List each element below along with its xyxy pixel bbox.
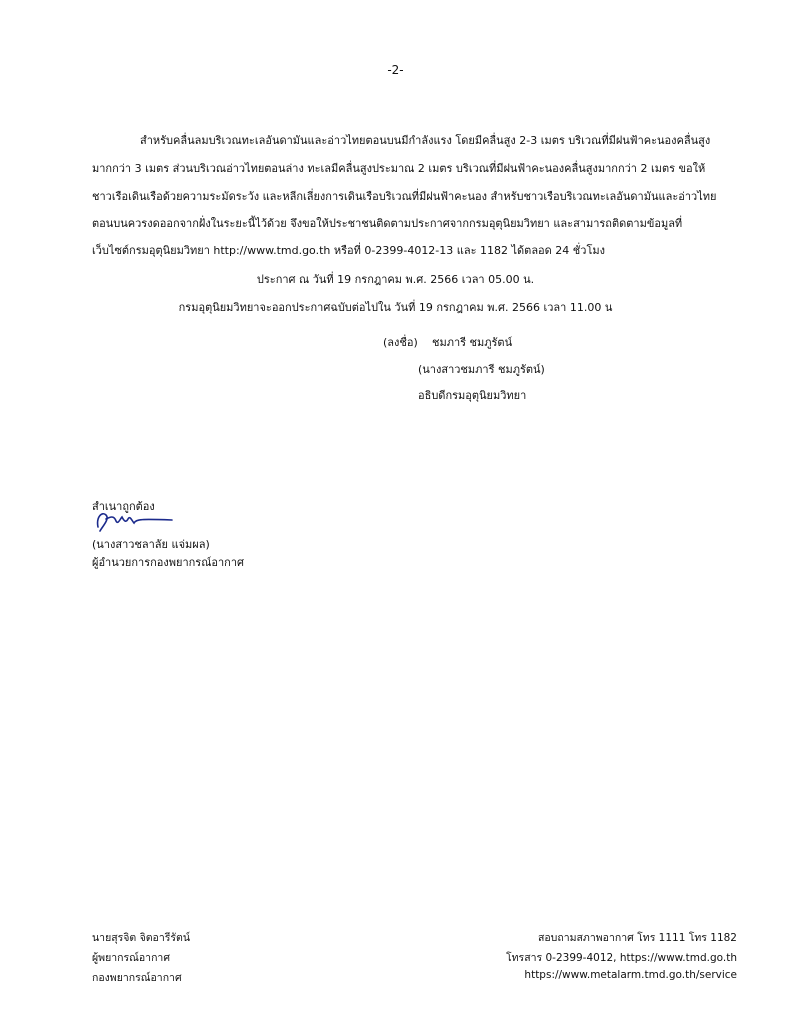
forecaster-division: กองพยากรณ์อากาศ bbox=[92, 972, 182, 984]
announcement-date: ประกาศ ณ วันที่ 19 กรกฎาคม พ.ศ. 2566 เวลา 05.00 น. bbox=[256, 273, 535, 286]
body-line-1: สำหรับคลื่นลมบริเวณทะเลอันดามันและอ่าวไทยตอนบนมีกำลังแรง โดยมีคลื่นสูง 2-3 เมตร บริเวณที่มีฝนฟ้าคะนองคลื่นสูง bbox=[140, 134, 711, 147]
body-line-3: ชาวเรือเดินเรือด้วยความระมัดระวัง และหลีกเลี่ยงการเดินเรือบริเวณที่มีฝนฟ้าคะนอง สำหรับชาวเรือบริเวณทะเลอันดามันและอ่าวไทย bbox=[92, 190, 717, 203]
certified-label: สำเนาถูกต้อง bbox=[92, 500, 155, 513]
body-line-2: มากกว่า 3 เมตร ส่วนบริเวณอ่าวไทยตอนล่าง ทะเลมีคลื่นสูงประมาณ 2 เมตร บริเวณที่มีฝนฟ้าคะนองคลื่นสูงมากกว่า 2 เมตร ขอให้ bbox=[92, 162, 706, 175]
body-line-5: เว็บไซต์กรมอุตุนิยมวิทยา http://www.tmd.go.th หรือที่ 0-2399-4012-13 และ 1182 ได้ตลอด 24 ชั่วโมง bbox=[92, 244, 605, 257]
body-line-4: ตอนบนควรงดออกจากฝั่งในระยะนี้ไว้ด้วย จึงขอให้ประชาชนติดตามประกาศจากกรมอุตุนิยมวิทยา และสามารถติดตามข้อมูลที่ bbox=[92, 217, 683, 230]
next-announcement: กรมอุตุนิยมวิทยาจะออกประกาศฉบับต่อไปใน วันที่ 19 กรกฎาคม พ.ศ. 2566 เวลา 11.00 น bbox=[178, 301, 613, 314]
page-number: -2- bbox=[387, 63, 404, 77]
signatory-position: อธิบดีกรมอุตุนิยมวิทยา bbox=[418, 389, 527, 402]
fax-and-website: โทรสาร 0-2399-4012, https://www.tmd.go.th bbox=[506, 952, 737, 964]
signatory-full-name: (นางสาวชมภารี ชมภูรัตน์) bbox=[418, 363, 545, 376]
handwritten-signature bbox=[92, 505, 182, 535]
inquiry-phone: สอบถามสภาพอากาศ โทร 1111 โทร 1182 bbox=[537, 932, 737, 944]
signed-label: (ลงชื่อ) bbox=[383, 336, 418, 349]
forecaster-role: ผู้พยากรณ์อากาศ bbox=[92, 952, 170, 964]
forecaster-name: นายสุรจิต จิตอารีรัตน์ bbox=[92, 932, 191, 944]
certified-name: (นางสาวชลาลัย แจ่มผล) bbox=[92, 538, 210, 551]
signed-name: ชมภารี ชมภูรัตน์ bbox=[432, 336, 513, 349]
certified-position: ผู้อำนวยการกองพยากรณ์อากาศ bbox=[92, 556, 245, 569]
service-url: https://www.metalarm.tmd.go.th/service bbox=[524, 969, 737, 981]
